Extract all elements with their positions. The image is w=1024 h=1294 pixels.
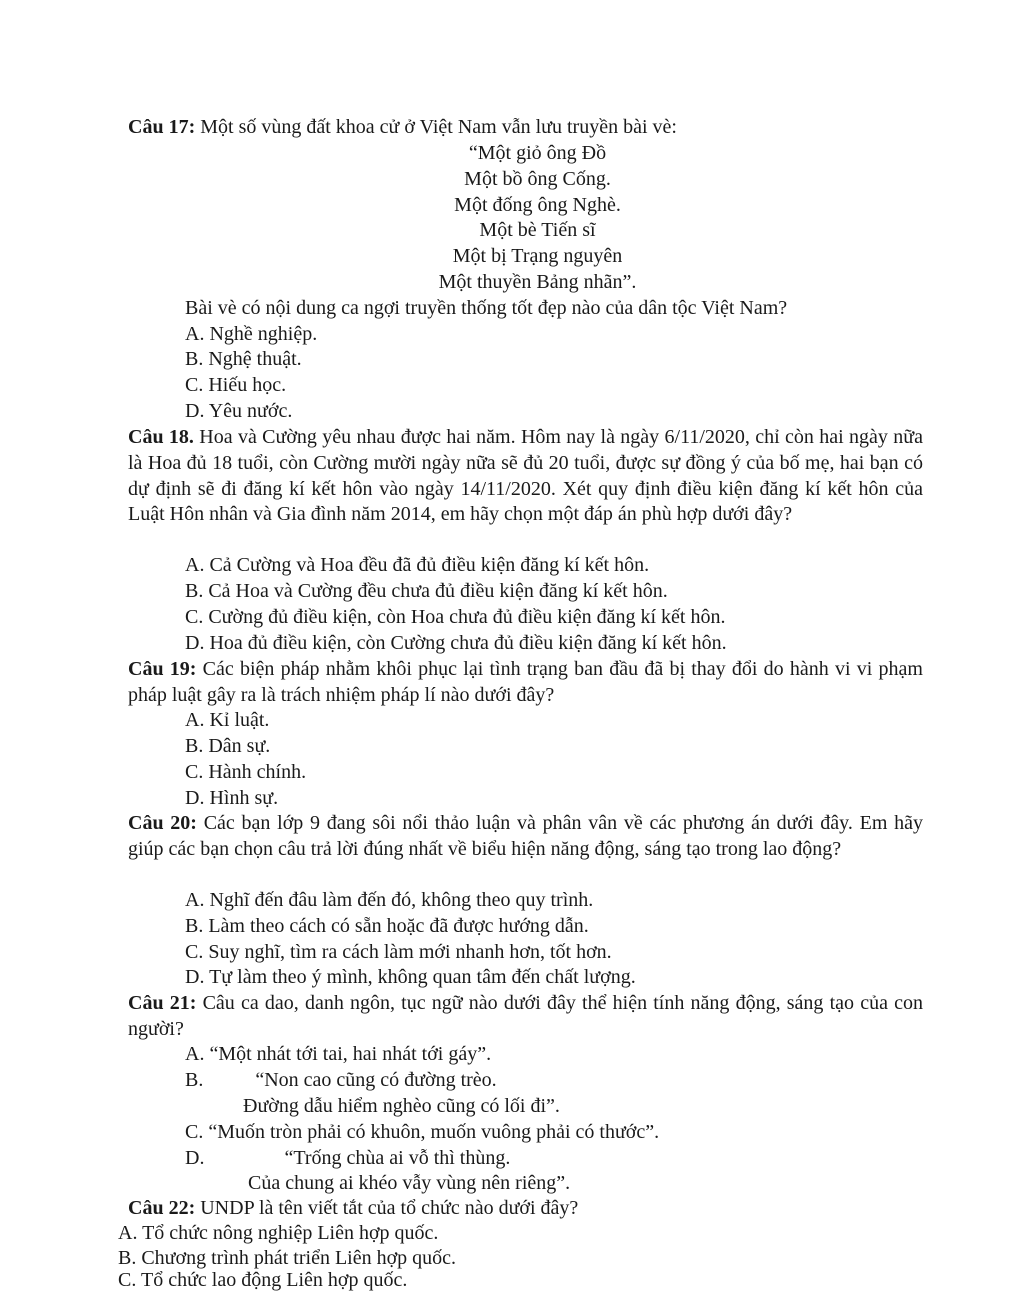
option-a: A. “Một nhát tới tai, hai nhát tới gáy”. [185,1043,492,1065]
option-text: “Trống chùa ai vỗ thì thùng. [284,1147,511,1169]
question-prompt: Bài vè có nội dung ca ngợi truyền thống tốt đẹp nào của dân tộc Việt Nam? [185,297,788,319]
option-b: B. Dân sự. [185,735,271,757]
question-number: Câu 20: [128,812,197,834]
question-17 [128,115,923,141]
option-d: D. Hình sự. [185,787,279,809]
option-b [185,1068,497,1094]
option-c: C. “Muốn tròn phải có khuôn, muốn vuông phải có thước”. [185,1121,660,1143]
poem-line: Một bị Trạng nguyên [452,245,623,268]
question-stem: Các biện pháp nhằm khôi phục lại tình trạng ban đầu đã bị thay đổi do hành vi vi phạm pháp luật gây ra là trách nhiệm pháp lí nào dưới đây? [128,658,923,706]
question-21 [128,991,923,1043]
option-a: A. Kỉ luật. [185,709,270,731]
option-a: A. Nghề nghiệp. [185,323,318,345]
option-d-line2: Của chung ai khéo vẫy vùng nên riêng”. [248,1172,571,1194]
question-stem: Câu ca dao, danh ngôn, tục ngữ nào dưới đây thể hiện tính năng động, sáng tạo của con người? [128,992,923,1040]
option-c: C. Hành chính. [185,761,307,783]
poem-line: Một thuyền Bảng nhãn”. [438,270,637,293]
option-c: C. Tổ chức lao động Liên hợp quốc. [118,1269,408,1291]
question-22 [128,1196,923,1222]
option-label: B. [185,1069,204,1091]
option-c: C. Hiếu học. [185,374,287,396]
option-b: B. Làm theo cách có sẵn hoặc đã được hướng dẫn. [185,915,589,937]
poem [300,141,775,296]
option-label: D. [185,1147,205,1169]
question-18 [128,425,923,528]
question-stem: Các bạn lớp 9 đang sôi nổi thảo luận và phân vân về các phương án dưới đây. Em hãy giúp các bạn chọn câu trả lời đúng nhất về biểu hiện năng động, sáng tạo trong lao động? [128,812,923,860]
question-number: Câu 19: [128,658,197,680]
question-19 [128,657,923,709]
question-number: Câu 18. [128,426,194,448]
option-a: A. Tổ chức nông nghiệp Liên hợp quốc. [118,1222,439,1244]
option-b: B. Cả Hoa và Cường đều chưa đủ điều kiện đăng kí kết hôn. [185,580,668,602]
option-d: D. Tự làm theo ý mình, không quan tâm đến chất lượng. [185,966,636,988]
option-a: A. Nghĩ đến đâu làm đến đó, không theo quy trình. [185,889,594,911]
option-c: C. Cường đủ điều kiện, còn Hoa chưa đủ điều kiện đăng kí kết hôn. [185,606,726,628]
option-a: A. Cả Cường và Hoa đều đã đủ điều kiện đăng kí kết hôn. [185,554,650,576]
option-b-line2: Đường dẫu hiểm nghèo cũng có lối đi”. [243,1095,560,1117]
question-20 [128,811,923,863]
poem-line: “Một giỏ ông Đồ [468,142,607,164]
option-d: D. Yêu nước. [185,400,293,422]
question-number: Câu 17: [128,116,196,138]
option-b: B. Chương trình phát triển Liên hợp quốc. [118,1247,457,1269]
poem-line: Một bè Tiến sĩ [479,219,596,242]
poem-line: Một đống ông Nghè. [454,193,621,216]
question-stem: Một số vùng đất khoa cử ở Việt Nam vẫn lưu truyền bài vè: [195,116,677,138]
option-d [185,1146,510,1172]
option-b: B. Nghệ thuật. [185,348,302,370]
option-d: D. Hoa đủ điều kiện, còn Cường chưa đủ điều kiện đăng kí kết hôn. [185,632,727,654]
option-c: C. Suy nghĩ, tìm ra cách làm mới nhanh hơn, tốt hơn. [185,941,612,963]
question-stem: Hoa và Cường yêu nhau được hai năm. Hôm nay là ngày 6/11/2020, chỉ còn hai ngày nữa là Hoa đủ 18 tuổi, còn Cường mười ngày nữa sẽ đủ 20 tuổi, được sự đồng ý của bố mẹ, hai bạn có dự định sẽ đi đăng kí kết hôn vào ngày 14/11/2020. Xét quy định điều kiện đăng kí kết hôn của Luật Hôn nhân và Gia đình năm 2014, em hãy chọn một đáp án phù hợp dưới đây? [128,426,923,526]
option-text: “Non cao cũng có đường trèo. [255,1069,497,1091]
poem-line: Một bồ ông Cống. [464,167,611,190]
question-number: Câu 21: [128,992,197,1014]
question-number: Câu 22: [128,1197,196,1219]
question-stem: UNDP là tên viết tắt của tổ chức nào dưới đây? [195,1197,579,1219]
